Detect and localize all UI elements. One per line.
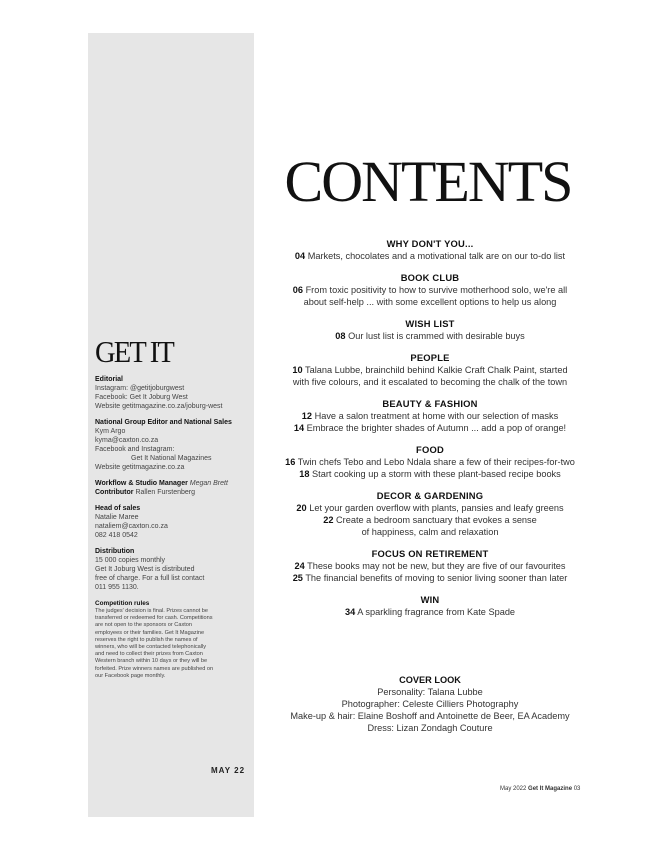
page-number: 34 [344,607,356,617]
page-number: 04 [294,251,306,261]
competition-line: Western branch within 10 days or they will be [95,658,208,665]
section-win [262,594,598,618]
sales-line: Natalie Maree [95,514,139,521]
national-line: kyma@caxton.co.za [95,437,159,444]
sales-line: 082 418 0542 [95,532,138,539]
national-social-name: Get It National Magazines [131,455,212,462]
workflow-block [95,479,255,497]
section-book-club [262,272,598,308]
page-number: 12 [301,411,313,421]
section-heading: PEOPLE [410,352,450,363]
workflow-name: Megan Brett [189,480,228,487]
section-why-dont-you [262,238,598,262]
competition-line: and need to collect their prizes from Caxton [95,651,203,658]
competition-line: employees or their families. Get It Magazine [95,629,205,636]
distribution-line: 15 000 copies monthly [95,557,166,564]
editorial-block [95,375,255,411]
page-number: 22 [323,515,334,525]
entry-text: From toxic positivity to how to survive motherhood solo, we're all [305,285,568,295]
distribution-line: 011 955 1130. [95,584,139,591]
section-heading: WISH LIST [405,318,455,329]
entry-text: Create a bedroom sanctuary that evokes a sense [336,515,537,525]
editorial-line: Instagram: @getitjoburgwest [95,385,185,392]
national-heading: National Group Editor and National Sales [95,419,232,426]
section-beauty-fashion [262,398,598,434]
entry-text: Have a salon treatment at home with our selection of masks [314,411,559,421]
competition-line: our Facebook page monthly. [95,672,166,679]
competition-line: reserves the right to publish the names of [95,636,198,643]
page-number: 10 [292,365,303,375]
competition-block [95,599,255,680]
section-food [262,444,598,480]
sales-block [95,504,255,540]
page-number: 18 [299,469,310,479]
national-line: Facebook and Instagram: [95,446,175,453]
sales-line: nataliem@caxton.co.za [95,523,168,530]
workflow-label: Workflow & Studio Manager [95,480,188,487]
page-number: 20 [296,503,307,513]
distribution-block [95,547,255,592]
national-website: Website getitmagazine.co.za [95,464,185,471]
masthead-info [95,375,255,687]
section-heading: FOCUS ON RETIREMENT [371,548,489,559]
page-number: 16 [285,457,296,467]
national-line: Kym Argo [95,428,126,435]
folio-magazine: Get It Magazine [528,786,573,792]
cover-credit-line: Photographer: Celeste Cilliers Photography [341,699,519,709]
entry-text: Twin chefs Tebo and Lebo Ndala share a few of their recipes-for-two [297,457,575,467]
editorial-heading: Editorial [95,376,124,383]
entry-text: These books may not be new, but they are five of our favourites [307,561,566,571]
competition-line: The judges' decision is final. Prizes cannot be [95,608,209,614]
page-number: 24 [294,561,305,571]
masthead-logo: GET IT [95,334,173,369]
cover-credit-line: Dress: Lizan Zondagh Couture [367,723,493,733]
competition-line: forfeited. Prize winners names are published on [95,665,214,672]
contents-list [262,238,598,628]
competition-line: transferred or redeemed for cash. Competitions [95,615,213,622]
entry-text: Our lust list is crammed with desirable buys [348,331,525,341]
section-focus-on-retirement [262,548,598,584]
sales-heading: Head of sales [95,505,141,512]
folio-date: May 2022 [500,786,527,792]
section-heading: WHY DON'T YOU... [386,238,474,249]
section-heading: BEAUTY & FASHION [382,398,478,409]
editorial-line: Website getitmagazine.co.za/joburg-west [95,403,223,410]
national-block [95,418,255,472]
contributor-label: Contributor [95,489,134,496]
cover-credit-line: Personality: Talana Lubbe [377,687,483,697]
competition-line: winners, who will be contacted telephonically [95,644,207,651]
cover-heading: COVER LOOK [399,675,461,685]
contributor-name: Rallen Furstenberg [135,489,195,496]
page-title: CONTENTS [284,149,572,214]
entry-text: about self-help ... with some excellent options to help us along [303,297,557,307]
section-decor-gardening [262,490,598,538]
distribution-line: free of charge. For a full list contact [95,575,205,582]
cover-credit-line: Make-up & hair: Elaine Boshoff and Antoinette de Beer, EA Academy [290,711,570,721]
entry-text: Markets, chocolates and a motivational talk are on our to-do list [307,251,566,261]
entry-text: with five colours, and it escalated to becoming the chalk of the town [292,377,568,387]
section-wish-list [262,318,598,342]
page-number: 08 [335,331,346,341]
entry-text: The financial benefits of moving to senior living sooner than later [305,573,568,583]
competition-line: are not open to the sponsors or Caxton [95,622,193,629]
entry-text: Let your garden overflow with plants, pansies and leafy greens [309,503,564,513]
page-number: 14 [293,423,305,433]
section-heading: DECOR & GARDENING [376,490,484,501]
cover-credits [262,674,598,734]
entry-text: Talana Lubbe, brainchild behind Kalkie Craft Chalk Paint, started [305,365,568,375]
issue-label: MAY 22 [211,766,246,775]
distribution-line: Get It Joburg West is distributed [95,566,195,573]
entry-text: Start cooking up a storm with these plant-based recipe books [312,469,561,479]
entry-text: of happiness, calm and relaxation [361,527,499,537]
section-heading: WIN [420,594,440,605]
entry-text: Embrace the brighter shades of Autumn ... add a pop of orange! [306,423,567,433]
page-number: 25 [292,573,303,583]
page-number: 06 [292,285,303,295]
folio-page-number: 03 [573,786,581,792]
page-folio [500,786,580,792]
section-heading: BOOK CLUB [400,272,460,283]
editorial-line: Facebook: Get It Joburg West [95,394,188,401]
distribution-heading: Distribution [95,548,135,555]
section-people [262,352,598,388]
entry-text: A sparkling fragrance from Kate Spade [357,607,516,617]
section-heading: FOOD [416,444,444,455]
competition-heading: Competition rules [95,600,150,607]
